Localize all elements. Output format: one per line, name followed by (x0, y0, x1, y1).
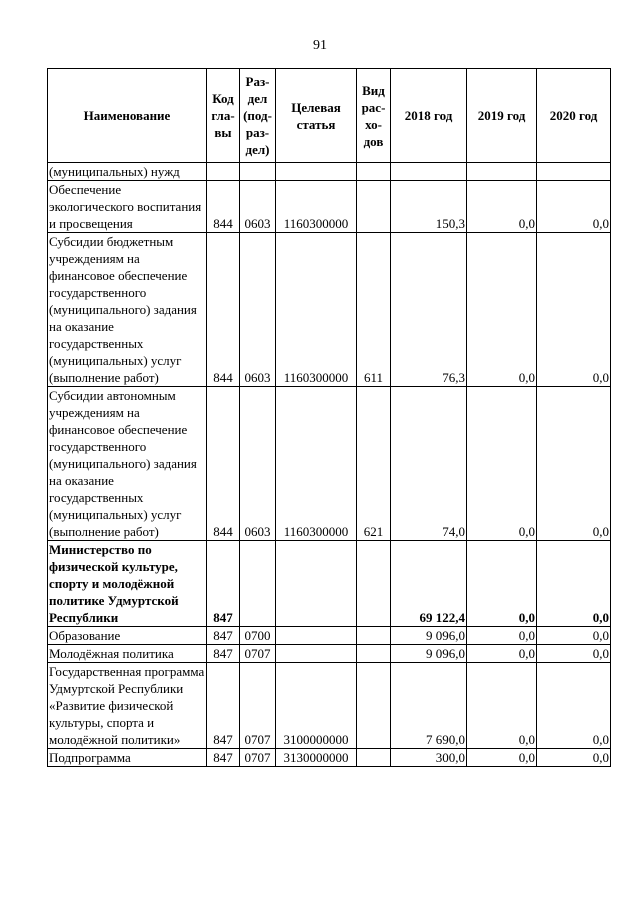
row-2019: 0,0 (467, 663, 537, 749)
row-section: 0603 (240, 233, 276, 387)
row-target (276, 163, 357, 181)
row-target (276, 627, 357, 645)
row-target: 1160300000 (276, 387, 357, 541)
row-2018: 74,0 (391, 387, 467, 541)
row-name: Министерство по физической культуре, спорту и молодёжной политике Удмуртской Республики (48, 541, 207, 627)
row-2019: 0,0 (467, 645, 537, 663)
row-expense (357, 627, 391, 645)
row-2020: 0,0 (537, 663, 611, 749)
header-2018: 2018 год (391, 69, 467, 163)
row-code: 847 (207, 663, 240, 749)
row-expense: 611 (357, 233, 391, 387)
row-2020: 0,0 (537, 233, 611, 387)
row-section (240, 541, 276, 627)
row-target: 3100000000 (276, 663, 357, 749)
row-name: Субсидии автономным учреждениям на финансовое обеспечение государственного (муниципального) задания на оказание государственных (муниципальных) услуг (выполнение работ) (48, 387, 207, 541)
row-2020: 0,0 (537, 541, 611, 627)
row-2018: 9 096,0 (391, 627, 467, 645)
row-expense (357, 163, 391, 181)
row-code: 847 (207, 627, 240, 645)
row-2018: 9 096,0 (391, 645, 467, 663)
row-2018: 7 690,0 (391, 663, 467, 749)
row-name: (муниципальных) нужд (48, 163, 207, 181)
table-row (48, 749, 611, 767)
row-section: 0603 (240, 387, 276, 541)
header-2020: 2020 год (537, 69, 611, 163)
row-section: 0707 (240, 645, 276, 663)
row-2020: 0,0 (537, 749, 611, 767)
row-expense (357, 541, 391, 627)
row-section: 0707 (240, 663, 276, 749)
table-row (48, 233, 611, 387)
table-row (48, 163, 611, 181)
row-target: 1160300000 (276, 181, 357, 233)
row-target: 1160300000 (276, 233, 357, 387)
row-name: Обеспечение экологического воспитания и просвещения (48, 181, 207, 233)
row-name: Подпрограмма (48, 749, 207, 767)
row-2020 (537, 163, 611, 181)
row-code: 844 (207, 181, 240, 233)
row-2018: 300,0 (391, 749, 467, 767)
row-2019: 0,0 (467, 181, 537, 233)
row-target: 3130000000 (276, 749, 357, 767)
header-row (48, 69, 611, 163)
header-section: Раз- дел (под- раз- дел) (240, 69, 276, 163)
table-row (48, 645, 611, 663)
row-2019 (467, 163, 537, 181)
row-code: 844 (207, 387, 240, 541)
row-2018 (391, 163, 467, 181)
row-name: Субсидии бюджетным учреждениям на финансовое обеспечение государственного (муниципального) задания на оказание государственных (муниципальных) услуг (выполнение работ) (48, 233, 207, 387)
header-code: Код гла- вы (207, 69, 240, 163)
row-target (276, 645, 357, 663)
row-2019: 0,0 (467, 541, 537, 627)
table-row (48, 387, 611, 541)
row-2019: 0,0 (467, 233, 537, 387)
row-2020: 0,0 (537, 181, 611, 233)
header-2019: 2019 год (467, 69, 537, 163)
row-name: Молодёжная политика (48, 645, 207, 663)
table-row (48, 663, 611, 749)
table-body (48, 163, 611, 767)
row-section: 0700 (240, 627, 276, 645)
header-expense: Вид рас- хо- дов (357, 69, 391, 163)
header-name: Наименование (48, 69, 207, 163)
table-row (48, 627, 611, 645)
row-section (240, 163, 276, 181)
row-2018: 76,3 (391, 233, 467, 387)
row-code: 847 (207, 749, 240, 767)
page-number: 91 (313, 38, 327, 53)
row-code: 844 (207, 233, 240, 387)
row-name: Государственная программа Удмуртской Республики «Развитие физической культуры, спорта и молодёжной политики» (48, 663, 207, 749)
row-section: 0707 (240, 749, 276, 767)
row-expense (357, 181, 391, 233)
table-row (48, 541, 611, 627)
row-expense (357, 645, 391, 663)
table-row (48, 181, 611, 233)
row-expense (357, 749, 391, 767)
row-target (276, 541, 357, 627)
row-code (207, 163, 240, 181)
row-2018: 150,3 (391, 181, 467, 233)
row-2020: 0,0 (537, 387, 611, 541)
row-2019: 0,0 (467, 749, 537, 767)
row-code: 847 (207, 645, 240, 663)
row-2020: 0,0 (537, 645, 611, 663)
row-expense: 621 (357, 387, 391, 541)
header-target: Целевая статья (276, 69, 357, 163)
row-name: Образование (48, 627, 207, 645)
row-2019: 0,0 (467, 387, 537, 541)
row-2019: 0,0 (467, 627, 537, 645)
row-expense (357, 663, 391, 749)
row-section: 0603 (240, 181, 276, 233)
row-code: 847 (207, 541, 240, 627)
row-2020: 0,0 (537, 627, 611, 645)
row-2018: 69 122,4 (391, 541, 467, 627)
budget-table (47, 68, 611, 767)
